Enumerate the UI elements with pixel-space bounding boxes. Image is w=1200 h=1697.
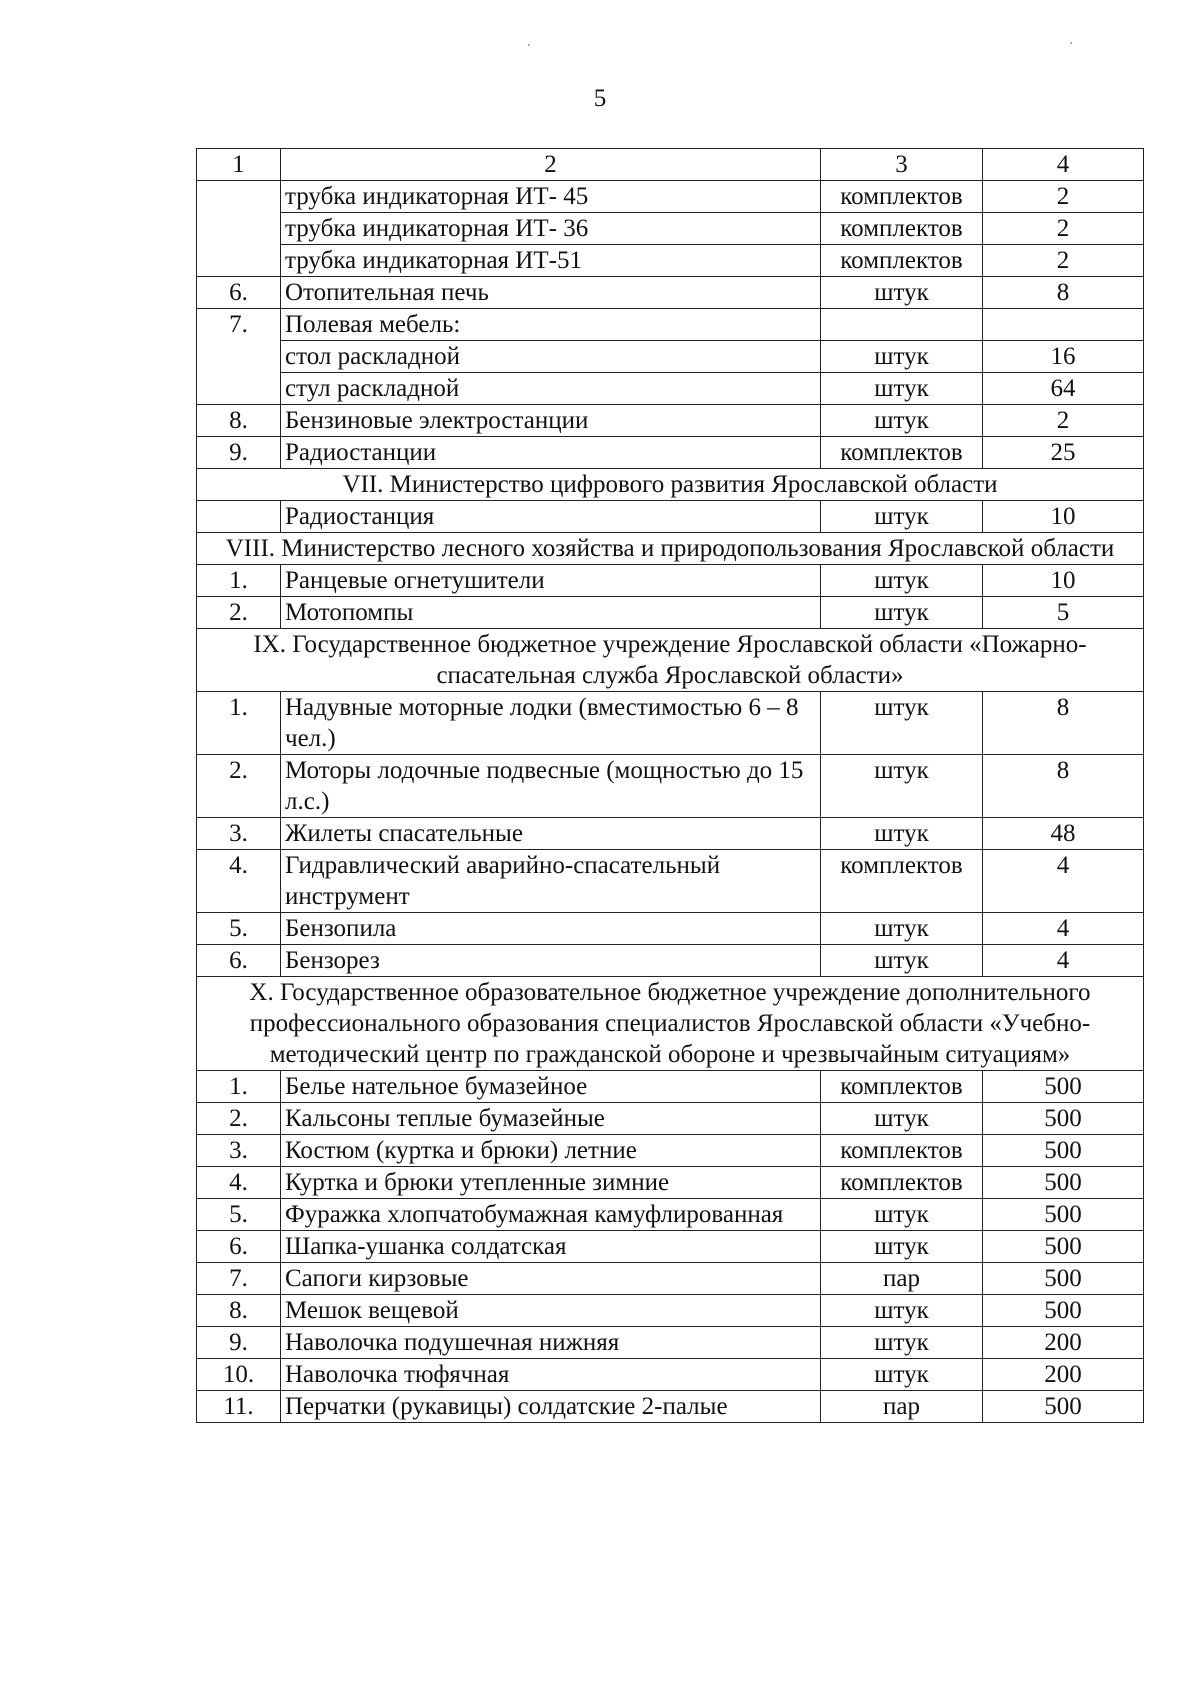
item-name: Кальсоны теплые бумазейные [281, 1103, 821, 1135]
table-row [197, 913, 1144, 945]
table-row [197, 1103, 1144, 1135]
item-unit: комплектов [821, 437, 983, 469]
table-row [197, 181, 1144, 213]
row-number: 2. [197, 597, 281, 629]
item-qty: 8 [983, 692, 1144, 755]
item-qty: 4 [983, 850, 1144, 913]
item-qty: 500 [983, 1167, 1144, 1199]
item-unit: штук [821, 405, 983, 437]
scan-speck [1070, 42, 1072, 44]
table-row [197, 692, 1144, 755]
page-number: 5 [593, 85, 607, 112]
item-unit: комплектов [821, 1135, 983, 1167]
item-qty: 200 [983, 1327, 1144, 1359]
table-row [197, 309, 1144, 341]
row-number: 8. [197, 1295, 281, 1327]
item-qty: 500 [983, 1391, 1144, 1423]
item-name: стол раскладной [281, 341, 821, 373]
table-row [197, 405, 1144, 437]
item-name: Наволочка тюфячная [281, 1359, 821, 1391]
row-number: 7. [197, 309, 281, 405]
item-name: Наволочка подушечная нижняя [281, 1327, 821, 1359]
item-name: Шапка-ушанка солдатская [281, 1231, 821, 1263]
item-qty [983, 309, 1144, 341]
item-unit: комплектов [821, 245, 983, 277]
item-unit: штук [821, 341, 983, 373]
item-qty: 10 [983, 501, 1144, 533]
equipment-table [196, 148, 1144, 1423]
item-qty: 10 [983, 565, 1144, 597]
table-row [197, 1167, 1144, 1199]
table-row [197, 597, 1144, 629]
item-unit: штук [821, 692, 983, 755]
row-number: 1. [197, 692, 281, 755]
item-name: Перчатки (рукавицы) солдатские 2-палые [281, 1391, 821, 1423]
row-number: 6. [197, 1231, 281, 1263]
section-header-row [197, 533, 1144, 565]
item-unit: штук [821, 945, 983, 977]
header-cell: 1 [197, 149, 281, 181]
table-row [197, 1263, 1144, 1295]
row-number: 3. [197, 818, 281, 850]
row-number: 1. [197, 565, 281, 597]
row-number: 11. [197, 1391, 281, 1423]
item-unit: комплектов [821, 1071, 983, 1103]
item-unit: штук [821, 501, 983, 533]
row-number: 9. [197, 437, 281, 469]
item-name: Радиостанция [281, 501, 821, 533]
item-unit: штук [821, 1103, 983, 1135]
row-number: 5. [197, 1199, 281, 1231]
table-row [197, 565, 1144, 597]
section-title: IX. Государственное бюджетное учреждение Ярославской области «Пожарно-спасательная служба Ярославской области» [197, 629, 1144, 692]
item-unit: штук [821, 1231, 983, 1263]
item-qty: 8 [983, 277, 1144, 309]
table-row [197, 945, 1144, 977]
item-qty: 2 [983, 245, 1144, 277]
item-name: стул раскладной [281, 373, 821, 405]
row-number: 10. [197, 1359, 281, 1391]
item-unit: пар [821, 1263, 983, 1295]
table-row [197, 1135, 1144, 1167]
row-number: 6. [197, 945, 281, 977]
table-row [197, 277, 1144, 309]
item-unit: штук [821, 565, 983, 597]
item-unit: штук [821, 1295, 983, 1327]
item-qty: 5 [983, 597, 1144, 629]
section-title: X. Государственное образовательное бюджетное учреждение дополнительного профессионального образования специалистов Ярославской области «Учебно-методический центр по гражданской обороне и чрезвычайным ситуациям» [197, 977, 1144, 1071]
section-header-row [197, 469, 1144, 501]
row-number: 8. [197, 405, 281, 437]
table-row [197, 437, 1144, 469]
item-unit: штук [821, 277, 983, 309]
row-number: 5. [197, 913, 281, 945]
item-name: Бензопила [281, 913, 821, 945]
item-unit: штук [821, 1327, 983, 1359]
table-row [197, 1359, 1144, 1391]
item-name: Отопительная печь [281, 277, 821, 309]
table-row [197, 1199, 1144, 1231]
item-name: Жилеты спасательные [281, 818, 821, 850]
table-body [197, 149, 1144, 1423]
item-name: трубка индикаторная ИТ-51 [281, 245, 821, 277]
table-row [197, 1391, 1144, 1423]
item-unit: комплектов [821, 213, 983, 245]
row-number: 6. [197, 277, 281, 309]
table-row [197, 755, 1144, 818]
item-name: Куртка и брюки утепленные зимние [281, 1167, 821, 1199]
row-number: 7. [197, 1263, 281, 1295]
item-name: Бензиновые электростанции [281, 405, 821, 437]
row-number: 9. [197, 1327, 281, 1359]
item-name: Бензорез [281, 945, 821, 977]
item-unit: штук [821, 373, 983, 405]
item-unit [821, 309, 983, 341]
item-name: Мешок вещевой [281, 1295, 821, 1327]
row-number: 2. [197, 1103, 281, 1135]
item-unit: штук [821, 818, 983, 850]
item-qty: 4 [983, 913, 1144, 945]
row-number [197, 501, 281, 533]
item-qty: 25 [983, 437, 1144, 469]
scan-speck [528, 44, 530, 46]
item-name: Надувные моторные лодки (вместимостью 6 – 8 чел.) [281, 692, 821, 755]
header-cell: 4 [983, 149, 1144, 181]
row-number: 1. [197, 1071, 281, 1103]
item-qty: 500 [983, 1071, 1144, 1103]
item-qty: 2 [983, 181, 1144, 213]
table-row [197, 213, 1144, 245]
item-unit: комплектов [821, 181, 983, 213]
row-number: 4. [197, 1167, 281, 1199]
item-qty: 200 [983, 1359, 1144, 1391]
item-name: Мотопомпы [281, 597, 821, 629]
section-header-row [197, 629, 1144, 692]
row-number-cell [197, 181, 281, 277]
item-unit: пар [821, 1391, 983, 1423]
item-qty: 500 [983, 1103, 1144, 1135]
item-unit: штук [821, 1199, 983, 1231]
item-unit: комплектов [821, 850, 983, 913]
table-row [197, 1071, 1144, 1103]
item-unit: штук [821, 1359, 983, 1391]
item-qty: 48 [983, 818, 1144, 850]
item-name: Белье нательное бумазейное [281, 1071, 821, 1103]
item-qty: 64 [983, 373, 1144, 405]
item-unit: штук [821, 597, 983, 629]
header-cell: 2 [281, 149, 821, 181]
item-qty: 500 [983, 1135, 1144, 1167]
table-row [197, 341, 1144, 373]
item-name: Сапоги кирзовые [281, 1263, 821, 1295]
table-row [197, 245, 1144, 277]
table-row [197, 1327, 1144, 1359]
item-name: Ранцевые огнетушители [281, 565, 821, 597]
item-unit: штук [821, 755, 983, 818]
section-header-row [197, 977, 1144, 1071]
table-row [197, 501, 1144, 533]
row-number: 3. [197, 1135, 281, 1167]
item-name: Фуражка хлопчатобумажная камуфлированная [281, 1199, 821, 1231]
item-qty: 2 [983, 213, 1144, 245]
item-name: Моторы лодочные подвесные (мощностью до 15 л.с.) [281, 755, 821, 818]
item-qty: 16 [983, 341, 1144, 373]
section-title: VIII. Министерство лесного хозяйства и природопользования Ярославской области [197, 533, 1144, 565]
table-row [197, 1295, 1144, 1327]
table-row [197, 850, 1144, 913]
item-qty: 8 [983, 755, 1144, 818]
section-title: VII. Министерство цифрового развития Ярославской области [197, 469, 1144, 501]
item-qty: 500 [983, 1263, 1144, 1295]
item-name: трубка индикаторная ИТ- 45 [281, 181, 821, 213]
item-unit: штук [821, 913, 983, 945]
item-qty: 4 [983, 945, 1144, 977]
item-name: Костюм (куртка и брюки) летние [281, 1135, 821, 1167]
item-qty: 500 [983, 1231, 1144, 1263]
row-number: 4. [197, 850, 281, 913]
row-number: 2. [197, 755, 281, 818]
item-name: Гидравлический аварийно-спасательный инструмент [281, 850, 821, 913]
item-name: трубка индикаторная ИТ- 36 [281, 213, 821, 245]
item-name: Полевая мебель: [281, 309, 821, 341]
header-row [197, 149, 1144, 181]
item-qty: 500 [983, 1295, 1144, 1327]
item-unit: комплектов [821, 1167, 983, 1199]
item-qty: 500 [983, 1199, 1144, 1231]
header-cell: 3 [821, 149, 983, 181]
table-row [197, 1231, 1144, 1263]
item-name: Радиостанции [281, 437, 821, 469]
table-row [197, 373, 1144, 405]
table-row [197, 818, 1144, 850]
item-qty: 2 [983, 405, 1144, 437]
